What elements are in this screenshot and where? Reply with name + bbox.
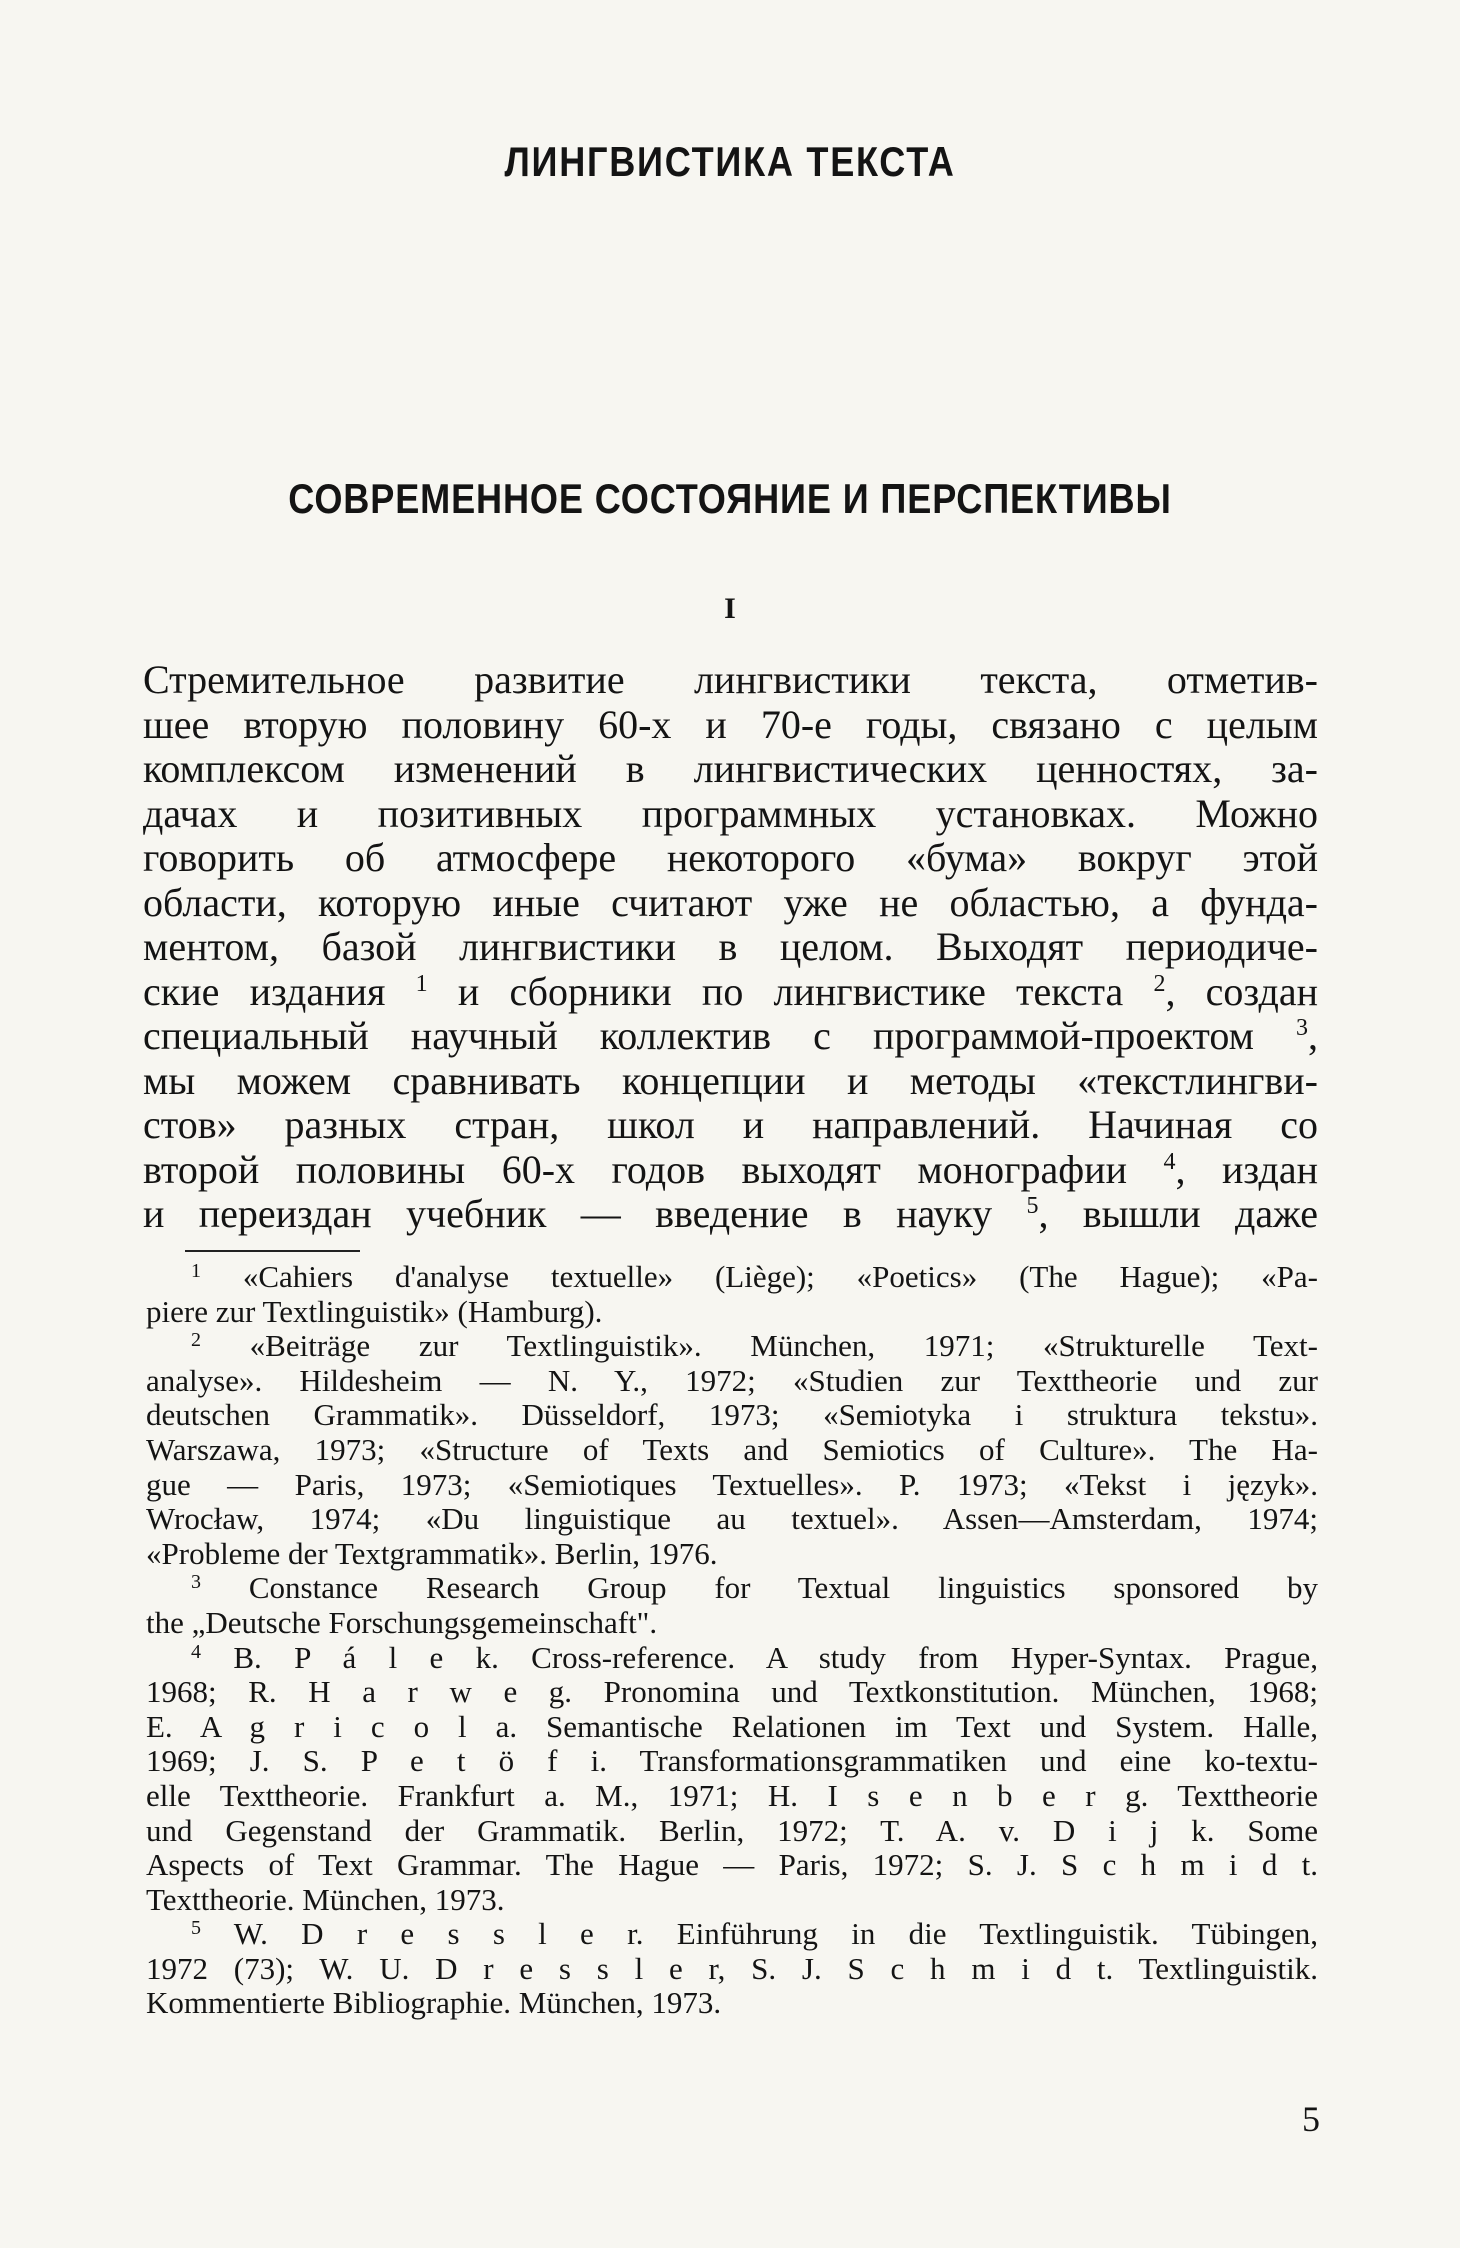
footnote-line: analyse». Hildesheim — N. Y., 1972; «Studien zur Texttheorie und zur bbox=[146, 1362, 1318, 1398]
body-line: дачах и позитивных программных установках. Можно bbox=[143, 790, 1318, 836]
footnote-line: $^5$ W. D r e s s l e r. Einführung in die Textlinguistik. Tübingen, bbox=[191, 1916, 1318, 1952]
body-text bbox=[143, 658, 1318, 1237]
running-title: ЛИНГВИСТИКА ТЕКСТА bbox=[504, 138, 956, 185]
footnote-line: $^3$ Constance Research Group for Textual linguistics sponsored by bbox=[191, 1570, 1318, 1606]
footnote-line: Wrocław, 1974; «Du linguistique au textuel». Assen—Amsterdam, 1974; bbox=[146, 1501, 1318, 1537]
footnote-line: 1968; R. H a r w e g. Pronomina und Textkonstitution. München, 1968; bbox=[146, 1674, 1318, 1710]
footnote-separator bbox=[185, 1250, 360, 1252]
body-line: комплексом изменений в лингвистических ценностях, за- bbox=[143, 746, 1318, 791]
footnote-line: «Probleme der Textgrammatik». Berlin, 1976. bbox=[146, 1535, 718, 1571]
body-line: стов» разных стран, школ и направлений. Начиная со bbox=[143, 1102, 1318, 1147]
footnote-line: E. A g r i c o l a. Semantische Relationen im Text und System. Halle, bbox=[146, 1708, 1318, 1744]
footnote-line: und Gegenstand der Grammatik. Berlin, 1972; T. A. v. D i j k. Some bbox=[146, 1812, 1318, 1848]
footnote-line: the „Deutsche Forschungsgemeinschaft". bbox=[146, 1604, 658, 1640]
body-line: ментом, базой лингвистики в целом. Выходят периодиче- bbox=[143, 924, 1318, 969]
article-title: СОВРЕМЕННОЕ СОСТОЯНИЕ И ПЕРСПЕКТИВЫ bbox=[288, 475, 1172, 522]
footnote-marker: 3 bbox=[191, 1571, 201, 1594]
footnote-line: deutschen Grammatik». Düsseldorf, 1973; «Semiotyka i struktura tekstu». bbox=[146, 1397, 1318, 1433]
footnote-marker: 3 bbox=[1296, 1015, 1308, 1041]
footnote-line: Texttheorie. München, 1973. bbox=[146, 1881, 505, 1917]
footnote-line: $^1$ «Cahiers d'analyse textuelle» (Liège); «Poetics» (The Hague); «Pa- bbox=[191, 1259, 1318, 1294]
page-number: 5 bbox=[1302, 2099, 1320, 2139]
body-line: второй половины 60-х годов выходят монографии $^4$, издан bbox=[143, 1146, 1319, 1192]
body-line: области, которую иные считают уже не областью, а фунда- bbox=[143, 879, 1318, 925]
footnote-line: 1969; J. S. P e t ö f i. Transformationsgrammatiken und eine ko-textu- bbox=[146, 1743, 1318, 1779]
footnote-line: 1972 (73); W. U. D r e s s l e r, S. J. S c h m i d t. Textlinguistik. bbox=[146, 1950, 1318, 1986]
footnote-marker: 1 bbox=[415, 970, 428, 997]
body-line: Стремительное развитие лингвистики текста, отметив- bbox=[143, 657, 1318, 702]
footnote-marker: 4 bbox=[1163, 1148, 1176, 1175]
footnote-line: $^4$ B. P á l e k. Cross-reference. A study from Hyper-Syntax. Prague, bbox=[191, 1639, 1318, 1675]
footnotes bbox=[146, 1260, 1318, 2021]
footnote-marker: 5 bbox=[191, 1917, 201, 1940]
footnote-line: Warszawa, 1973; «Structure of Texts and Semiotics of Culture». The Ha- bbox=[146, 1431, 1318, 1467]
footnote-line: gue — Paris, 1973; «Semiotiques Textuelles». P. 1973; «Tekst i język». bbox=[146, 1466, 1318, 1502]
body-line: ские издания $^1$ и сборники по лингвистике текста $^2$, создан bbox=[143, 968, 1319, 1014]
body-line: специальный научный коллектив с программой-проектом $^3$, bbox=[143, 1013, 1318, 1058]
footnote-marker: 1 bbox=[191, 1260, 201, 1282]
footnote-marker: 4 bbox=[191, 1640, 201, 1663]
body-line: шее вторую половину 60-х и 70-е годы, связано с целым bbox=[143, 701, 1318, 747]
footnote-line: $^2$ «Beiträge zur Textlinguistik». München, 1971; «Strukturelle Text- bbox=[191, 1328, 1318, 1364]
footnote-line: elle Texttheorie. Frankfurt a. M., 1971; H. I s e n b e r g. Texttheorie bbox=[146, 1777, 1318, 1813]
body-line: мы можем сравнивать концепции и методы «текстлингви- bbox=[143, 1057, 1318, 1103]
footnote-line: Aspects of Text Grammar. The Hague — Paris, 1972; S. J. S c h m i d t. bbox=[146, 1847, 1318, 1883]
footnote-line: Kommentierte Bibliographie. München, 1973. bbox=[146, 1985, 722, 2021]
footnote-marker: 2 bbox=[1153, 970, 1166, 997]
body-line: говорить об атмосфере некоторого «бума» вокруг этой bbox=[143, 835, 1318, 880]
footnote-marker: 2 bbox=[191, 1329, 201, 1352]
footnote-marker: 5 bbox=[1026, 1193, 1039, 1219]
section-number: I bbox=[724, 592, 736, 625]
body-line: и переиздан учебник — введение в науку $^5$, вышли даже bbox=[143, 1191, 1318, 1236]
footnote-line: piere zur Textlinguistik» (Hamburg). bbox=[146, 1293, 603, 1329]
